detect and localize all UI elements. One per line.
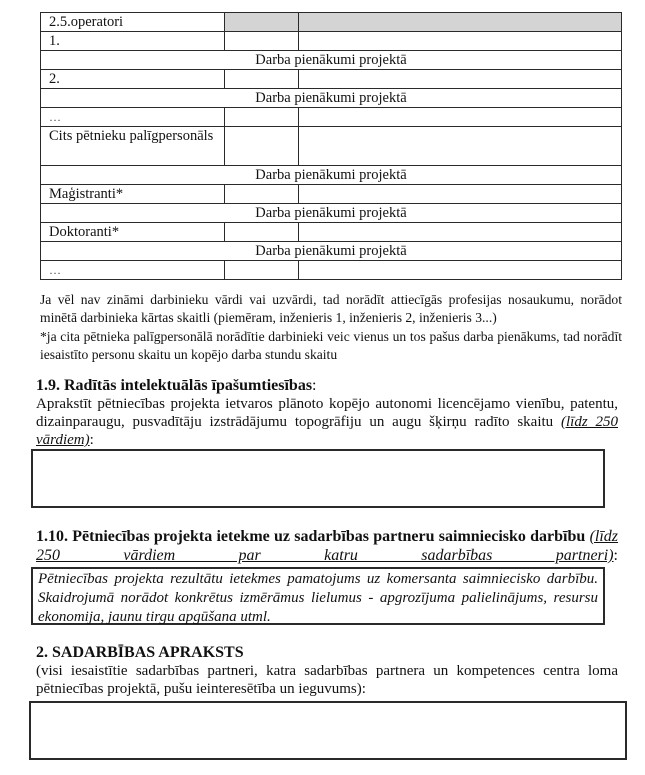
word-limit-note: (līdz 250 vārdiem par katru sadarbības partneri) (36, 528, 619, 564)
section-intellectual-property (36, 376, 618, 449)
duties-cell[interactable]: Darba pienākumi projektā (41, 89, 622, 108)
intellectual-property-answer-box[interactable] (31, 449, 605, 508)
duties-cell[interactable]: Darba pienākumi projektā (41, 51, 622, 70)
table-row (41, 108, 622, 127)
table-row (41, 166, 622, 185)
person-label: Doktoranti* (41, 223, 225, 242)
table-row (41, 223, 622, 242)
word-limit-note: (līdz 250 vārdiem) (36, 414, 619, 448)
section-cooperation-description (36, 643, 618, 698)
note-unknown-names: Ja vēl nav zināmi darbinieku vārdi vai uzvārdi, tad norādīt attiecīgās profesijas nosaukumu, norādot minētā darbinieka kārtas skaitli (piemēram, inženieris 1, inženieris 2, inženieris 3...) (40, 292, 622, 326)
cooperation-answer-box[interactable] (29, 701, 627, 760)
person-label: 1. (41, 32, 225, 51)
table-header-row (41, 13, 622, 32)
table-notes (40, 291, 622, 365)
person-label: … (41, 261, 225, 280)
table-row (41, 261, 622, 280)
header-cell-shaded-2 (299, 13, 622, 32)
duties-cell[interactable]: Darba pienākumi projektā (41, 242, 622, 261)
section-title: 2. SADARBĪBAS APRAKSTS (36, 644, 244, 661)
person-cell-input[interactable] (225, 108, 299, 127)
person-cell-input[interactable] (225, 185, 299, 204)
person-label: 2. (41, 70, 225, 89)
partner-impact-answer-box[interactable]: Pētniecības projekta rezultātu ietekmes pamatojums uz komersanta saimniecisko darbību. Skaidrojumā norādot konkrētus izmērāmus lielumus - apgrozījuma palielinājums, resursu ekonomija, jaunu tirgu apgūšana utml. (31, 567, 605, 625)
person-cell-input[interactable] (225, 70, 299, 89)
person-cell-input[interactable] (299, 127, 622, 166)
table-row (41, 32, 622, 51)
person-cell-input[interactable] (225, 127, 299, 166)
person-label: … (41, 108, 225, 127)
table-row (41, 70, 622, 89)
table-row (41, 185, 622, 204)
person-cell-input[interactable] (299, 185, 622, 204)
table-row (41, 51, 622, 70)
section-description: Aprakstīt pētniecības projekta ietvaros plānoto kopējo autonomi licencējamo vienību, patentu, dizainparaugu, pusvadītāju izstrādājumu topogrāfiju un augu šķirņu radīto skaitu (līdz 250 vārdiem): (36, 396, 619, 448)
table-row (41, 242, 622, 261)
section-title: 1.9. Radītās intelektuālās īpašumtiesības: (36, 377, 317, 394)
note-assistant-staff: *ja cita pētnieka palīgpersonālā norādītie darbinieki veic vienus un tos pašus darba pienākums, tad norādīt iesaistīto personu skaitu un kopējo darba stundu skaitu (40, 328, 622, 363)
header-cell-shaded-1 (225, 13, 299, 32)
person-label: Maģistranti* (41, 185, 225, 204)
person-cell-input[interactable] (225, 261, 299, 280)
person-cell-input[interactable] (299, 70, 622, 89)
section-description: (visi iesaistītie sadarbības partneri, katra sadarbības partnera un kompetences centra loma pētniecības projektā, pušu ieinteresētība un ieguvums): (36, 663, 618, 697)
staff-table (40, 12, 622, 280)
person-cell-input[interactable] (225, 32, 299, 51)
table-row (41, 89, 622, 108)
table-row (41, 127, 622, 166)
person-cell-input[interactable] (299, 223, 622, 242)
section-partner-impact (36, 527, 618, 565)
person-cell-input[interactable] (299, 32, 622, 51)
person-cell-input[interactable] (299, 108, 622, 127)
header-cell-category: 2.5.operatori (41, 13, 225, 32)
person-cell-input[interactable] (225, 223, 299, 242)
duties-cell[interactable]: Darba pienākumi projektā (41, 166, 622, 185)
person-label: Cits pētnieku palīgpersonāls (41, 127, 225, 166)
person-cell-input[interactable] (299, 261, 622, 280)
section-title: 1.10. Pētniecības projekta ietekme uz sadarbības partneru saimniecisko darbību (līdz 250 vārdiem par katru sadarbības partneri): (36, 528, 619, 564)
duties-cell[interactable]: Darba pienākumi projektā (41, 204, 622, 223)
table-row (41, 204, 622, 223)
